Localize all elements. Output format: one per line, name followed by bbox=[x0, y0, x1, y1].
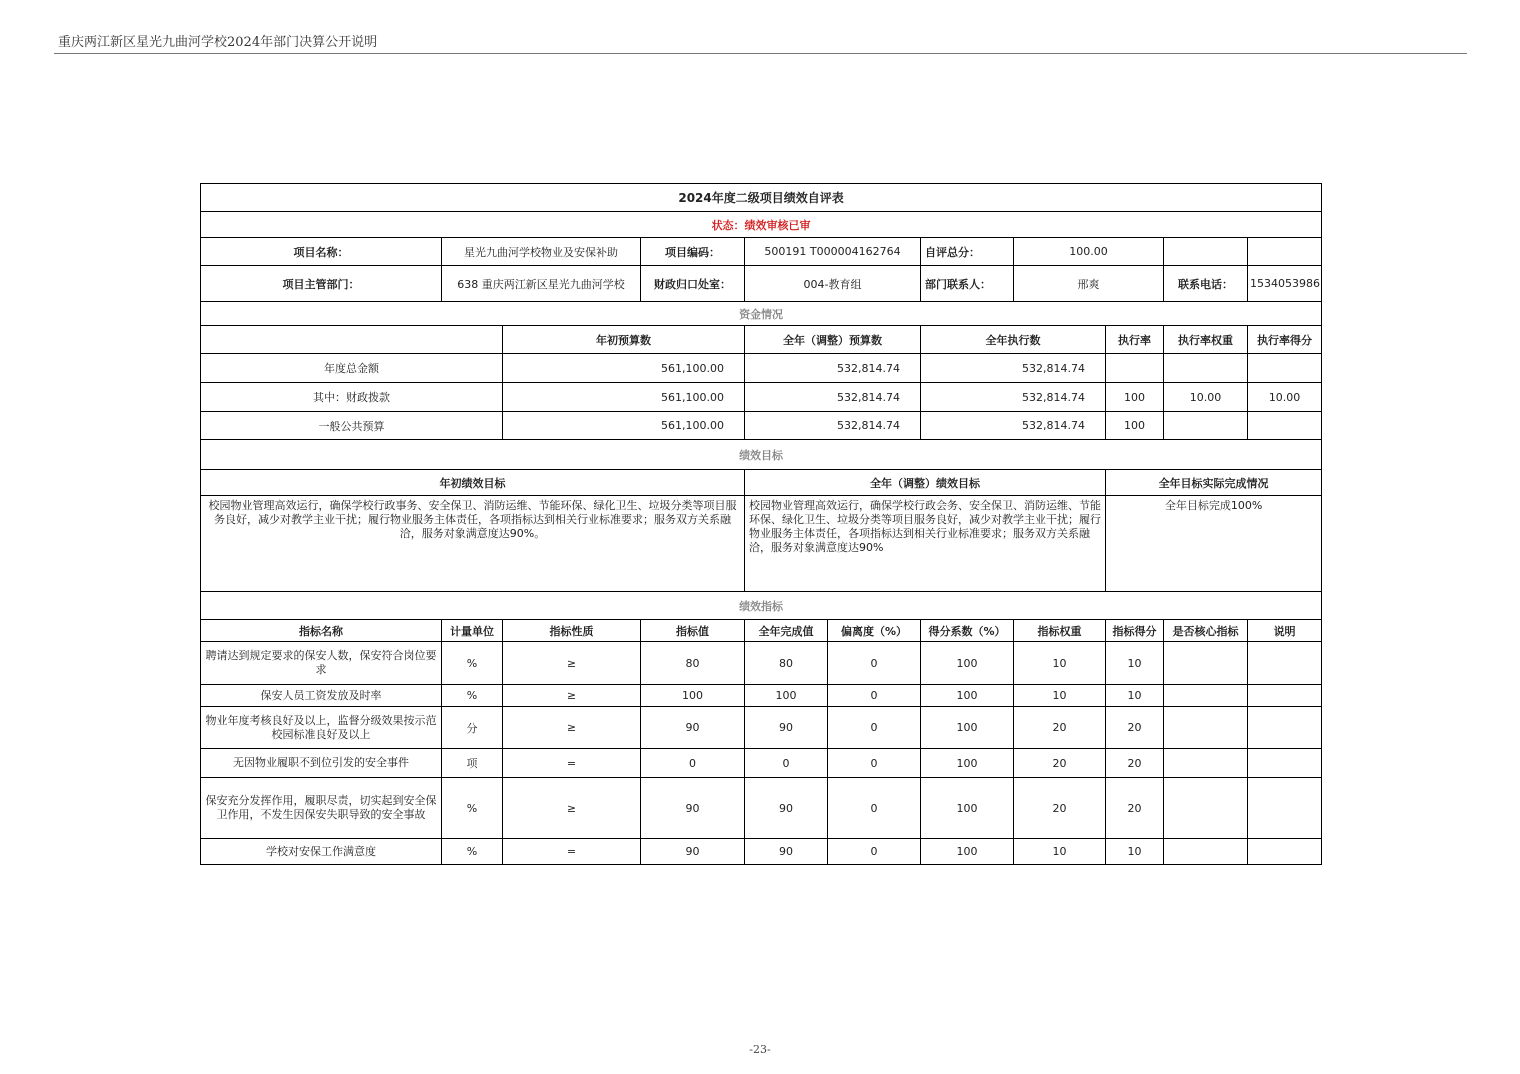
ind-header-score: 指标得分 bbox=[1106, 620, 1164, 642]
indicator-name: 物业年度考核良好及以上，监督分级效果按示范校园标准良好及以上 bbox=[201, 707, 442, 749]
indicator-coef: 100 bbox=[921, 642, 1014, 685]
funds-score bbox=[1248, 412, 1322, 440]
indicator-deviation: 0 bbox=[828, 839, 921, 865]
empty-cell bbox=[1248, 238, 1322, 266]
indicator-weight: 10 bbox=[1014, 685, 1106, 707]
self-score-label: 自评总分： bbox=[921, 238, 1014, 266]
ind-header-deviation: 偏离度（%） bbox=[828, 620, 921, 642]
ind-header-nature: 指标性质 bbox=[503, 620, 641, 642]
indicator-score: 20 bbox=[1106, 778, 1164, 839]
funds-header-adjusted: 全年（调整）预算数 bbox=[745, 326, 921, 354]
indicator-core bbox=[1164, 839, 1248, 865]
indicator-actual: 90 bbox=[745, 778, 828, 839]
funds-section-heading: 资金情况 bbox=[201, 302, 1322, 326]
indicator-unit: 项 bbox=[442, 749, 503, 778]
page-number: -23- bbox=[749, 1043, 771, 1056]
funds-adjusted: 532,814.74 bbox=[745, 354, 921, 383]
indicator-score: 20 bbox=[1106, 707, 1164, 749]
indicator-name: 聘请达到规定要求的保安人数，保安符合岗位要求 bbox=[201, 642, 442, 685]
indicator-actual: 80 bbox=[745, 642, 828, 685]
phone-value: 1534053986 bbox=[1248, 266, 1322, 302]
funds-executed: 532,814.74 bbox=[921, 383, 1106, 412]
indicator-coef: 100 bbox=[921, 749, 1014, 778]
indicator-nature: ≥ bbox=[503, 685, 641, 707]
indicator-coef: 100 bbox=[921, 778, 1014, 839]
indicator-note bbox=[1248, 707, 1322, 749]
indicator-row bbox=[201, 749, 1322, 778]
funds-weight bbox=[1164, 354, 1248, 383]
indicator-core bbox=[1164, 707, 1248, 749]
indicator-unit: % bbox=[442, 839, 503, 865]
indicator-core bbox=[1164, 642, 1248, 685]
indicator-actual: 90 bbox=[745, 839, 828, 865]
indicator-weight: 20 bbox=[1014, 707, 1106, 749]
indicator-target: 90 bbox=[641, 707, 745, 749]
funds-executed: 532,814.74 bbox=[921, 354, 1106, 383]
indicator-note bbox=[1248, 778, 1322, 839]
funds-row bbox=[201, 354, 1322, 383]
indicator-core bbox=[1164, 749, 1248, 778]
funds-score bbox=[1248, 354, 1322, 383]
funds-row bbox=[201, 412, 1322, 440]
indicator-actual: 0 bbox=[745, 749, 828, 778]
goals-actual-text: 全年目标完成100% bbox=[1106, 496, 1322, 592]
indicator-deviation: 0 bbox=[828, 749, 921, 778]
indicator-actual: 100 bbox=[745, 685, 828, 707]
indicator-note bbox=[1248, 749, 1322, 778]
indicator-row bbox=[201, 642, 1322, 685]
indicator-nature: ≥ bbox=[503, 778, 641, 839]
indicator-deviation: 0 bbox=[828, 778, 921, 839]
indicator-deviation: 0 bbox=[828, 685, 921, 707]
header-divider bbox=[54, 53, 1467, 54]
contact-value: 邢爽 bbox=[1014, 266, 1164, 302]
project-name-label: 项目名称： bbox=[201, 238, 442, 266]
ind-header-core: 是否核心指标 bbox=[1164, 620, 1248, 642]
indicator-name: 保安人员工资发放及时率 bbox=[201, 685, 442, 707]
project-code-label: 项目编码： bbox=[641, 238, 745, 266]
ind-header-name: 指标名称 bbox=[201, 620, 442, 642]
funds-adjusted: 532,814.74 bbox=[745, 412, 921, 440]
funds-header-score: 执行率得分 bbox=[1248, 326, 1322, 354]
funds-initial: 561,100.00 bbox=[503, 412, 745, 440]
indicator-name: 保安充分发挥作用，履职尽责，切实起到安全保卫作用，不发生因保安失职导致的安全事故 bbox=[201, 778, 442, 839]
project-code-value: 500191 T000004162764 bbox=[745, 238, 921, 266]
empty-cell bbox=[201, 326, 503, 354]
dept-value: 638 重庆两江新区星光九曲河学校 bbox=[442, 266, 641, 302]
indicator-nature: ≥ bbox=[503, 642, 641, 685]
indicator-coef: 100 bbox=[921, 685, 1014, 707]
indicator-coef: 100 bbox=[921, 707, 1014, 749]
indicator-score: 10 bbox=[1106, 642, 1164, 685]
funds-weight bbox=[1164, 412, 1248, 440]
indicator-unit: % bbox=[442, 642, 503, 685]
empty-cell bbox=[1164, 238, 1248, 266]
project-name-value: 星光九曲河学校物业及安保补助 bbox=[442, 238, 641, 266]
finance-office-label: 财政归口处室： bbox=[641, 266, 745, 302]
funds-row-label: 年度总金额 bbox=[201, 354, 503, 383]
indicator-deviation: 0 bbox=[828, 642, 921, 685]
indicator-core bbox=[1164, 778, 1248, 839]
goals-header-initial: 年初绩效目标 bbox=[201, 470, 745, 496]
funds-executed: 532,814.74 bbox=[921, 412, 1106, 440]
indicator-unit: 分 bbox=[442, 707, 503, 749]
indicator-weight: 10 bbox=[1014, 839, 1106, 865]
indicator-note bbox=[1248, 642, 1322, 685]
status-text: 状态：绩效审核已审 bbox=[201, 212, 1322, 238]
funds-row bbox=[201, 383, 1322, 412]
funds-rate: 100 bbox=[1106, 383, 1164, 412]
funds-row-label: 其中：财政拨款 bbox=[201, 383, 503, 412]
ind-header-note: 说明 bbox=[1248, 620, 1322, 642]
goals-section-heading: 绩效目标 bbox=[201, 440, 1322, 470]
finance-office-value: 004-教育组 bbox=[745, 266, 921, 302]
form-title: 2024年度二级项目绩效自评表 bbox=[201, 184, 1322, 212]
indicator-unit: % bbox=[442, 685, 503, 707]
self-score-value: 100.00 bbox=[1014, 238, 1164, 266]
funds-header-rate: 执行率 bbox=[1106, 326, 1164, 354]
funds-rate bbox=[1106, 354, 1164, 383]
indicator-core bbox=[1164, 685, 1248, 707]
ind-header-coef: 得分系数（%） bbox=[921, 620, 1014, 642]
indicator-score: 10 bbox=[1106, 685, 1164, 707]
phone-label: 联系电话： bbox=[1164, 266, 1248, 302]
funds-row-label: 一般公共预算 bbox=[201, 412, 503, 440]
goals-initial-text: 校园物业管理高效运行，确保学校行政事务、安全保卫、消防运维、节能环保、绿化卫生、垃圾分类等项目服务良好，减少对教学主业干扰；履行物业服务主体责任，各项指标达到相关行业标准要求；服务双方关系融洽，服务对象满意度达90%。 bbox=[201, 496, 745, 592]
indicator-unit: % bbox=[442, 778, 503, 839]
funds-header-weight: 执行率权重 bbox=[1164, 326, 1248, 354]
indicator-row bbox=[201, 839, 1322, 865]
indicator-actual: 90 bbox=[745, 707, 828, 749]
funds-rate: 100 bbox=[1106, 412, 1164, 440]
document-header: 重庆两江新区星光九曲河学校2024年部门决算公开说明 bbox=[58, 35, 378, 50]
ind-header-actual: 全年完成值 bbox=[745, 620, 828, 642]
funds-header-executed: 全年执行数 bbox=[921, 326, 1106, 354]
indicator-weight: 20 bbox=[1014, 749, 1106, 778]
funds-score: 10.00 bbox=[1248, 383, 1322, 412]
indicator-score: 20 bbox=[1106, 749, 1164, 778]
indicator-score: 10 bbox=[1106, 839, 1164, 865]
indicator-weight: 10 bbox=[1014, 642, 1106, 685]
contact-label: 部门联系人： bbox=[921, 266, 1014, 302]
ind-header-target: 指标值 bbox=[641, 620, 745, 642]
indicator-target: 90 bbox=[641, 778, 745, 839]
goals-adjusted-text: 校园物业管理高效运行，确保学校行政会务、安全保卫、消防运维、节能环保、绿化卫生、垃圾分类等项目服务良好，减少对教学主业干扰；履行物业服务主体责任，各项指标达到相关行业标准要求；服务双方关系融洽，服务对象满意度达90% bbox=[745, 496, 1106, 592]
ind-header-unit: 计量单位 bbox=[442, 620, 503, 642]
indicator-row bbox=[201, 685, 1322, 707]
indicator-note bbox=[1248, 839, 1322, 865]
goals-header-adjusted: 全年（调整）绩效目标 bbox=[745, 470, 1106, 496]
funds-header-initial: 年初预算数 bbox=[503, 326, 745, 354]
funds-initial: 561,100.00 bbox=[503, 354, 745, 383]
funds-weight: 10.00 bbox=[1164, 383, 1248, 412]
indicator-name: 无因物业履职不到位引发的安全事件 bbox=[201, 749, 442, 778]
indicator-note bbox=[1248, 685, 1322, 707]
indicator-coef: 100 bbox=[921, 839, 1014, 865]
indicator-nature: ≥ bbox=[503, 707, 641, 749]
indicator-row bbox=[201, 707, 1322, 749]
indicator-nature: = bbox=[503, 839, 641, 865]
funds-adjusted: 532,814.74 bbox=[745, 383, 921, 412]
indicator-name: 学校对安保工作满意度 bbox=[201, 839, 442, 865]
indicator-weight: 20 bbox=[1014, 778, 1106, 839]
indicator-target: 90 bbox=[641, 839, 745, 865]
dept-label: 项目主管部门： bbox=[201, 266, 442, 302]
funds-initial: 561,100.00 bbox=[503, 383, 745, 412]
goals-header-actual: 全年目标实际完成情况 bbox=[1106, 470, 1322, 496]
indicators-section-heading: 绩效指标 bbox=[201, 592, 1322, 620]
indicator-row bbox=[201, 778, 1322, 839]
indicator-target: 100 bbox=[641, 685, 745, 707]
indicator-deviation: 0 bbox=[828, 707, 921, 749]
indicator-target: 80 bbox=[641, 642, 745, 685]
indicator-target: 0 bbox=[641, 749, 745, 778]
indicator-nature: = bbox=[503, 749, 641, 778]
performance-evaluation-table bbox=[200, 183, 1322, 865]
ind-header-weight: 指标权重 bbox=[1014, 620, 1106, 642]
